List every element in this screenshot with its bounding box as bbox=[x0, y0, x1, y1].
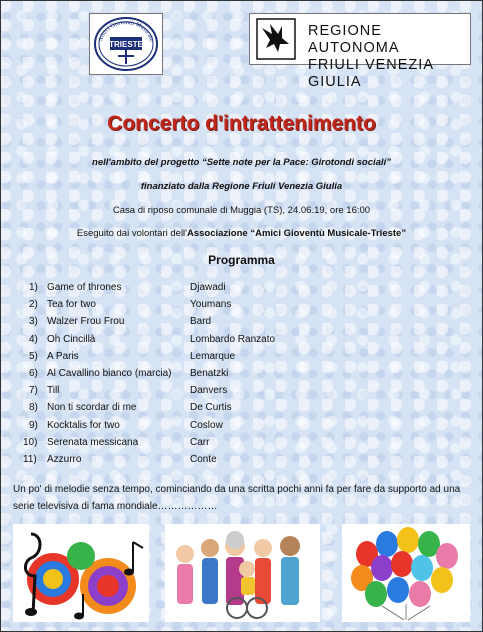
programma-item-composer: Lemarque bbox=[190, 350, 236, 362]
programma-item-title: Kocktalis for two bbox=[47, 419, 120, 431]
programma-item-number: 11) bbox=[23, 454, 37, 465]
programma-item-composer: Danvers bbox=[190, 385, 228, 397]
programma-item-composer: Conte bbox=[190, 454, 217, 465]
closing-paragraph: Un po' di melodie senza tempo, cominciando da una scritta pochi anni fa per fare da supporto ad una serie televisiva di fama mondiale……………… bbox=[13, 484, 461, 512]
programma-item-composer: Bard bbox=[190, 316, 212, 328]
amici-logo-trieste: TRIESTE bbox=[109, 40, 143, 49]
programma-item-number: 5) bbox=[29, 350, 38, 362]
funding-line-text: finanziato dalla Regione Friuli Venezia Giulia bbox=[140, 181, 343, 192]
programma-item-title: Game of thrones bbox=[47, 282, 122, 293]
programma-item-number: 1) bbox=[29, 282, 38, 293]
performers-line-prefix: Eseguito dai volontari dell' bbox=[76, 228, 187, 239]
programma-item-number: 6) bbox=[29, 368, 38, 379]
programma-item-number: 9) bbox=[29, 419, 38, 431]
amici-gioventu-musicale-logo bbox=[89, 13, 163, 75]
programma-item-title: Serenata messicana bbox=[47, 436, 139, 448]
programma-item-number: 4) bbox=[29, 333, 38, 345]
programma-heading: Programma bbox=[208, 253, 275, 267]
programma-item-composer: Lombardo Ranzato bbox=[190, 333, 276, 345]
regione-line-2: FRIULI VENEZIA GIULIA bbox=[308, 57, 434, 90]
programma-item-composer: Coslow bbox=[190, 419, 223, 431]
programma-item-number: 2) bbox=[29, 299, 38, 311]
programma-item-title: Al Cavallino bianco (marcia) bbox=[47, 368, 172, 379]
funding-line bbox=[0, 181, 483, 192]
programma-item-composer: Youmans bbox=[190, 299, 232, 311]
location-line: Casa di riposo comunale di Muggia (TS), 24.06.19, ore 16:00 bbox=[112, 205, 371, 216]
amici-logo-emblem bbox=[90, 14, 162, 74]
project-line bbox=[0, 157, 483, 168]
regione-line-1: REGIONE AUTONOMA bbox=[308, 23, 400, 56]
programma-item-title: Walzer Frou Frou bbox=[47, 316, 125, 328]
programma-item-composer: Carr bbox=[190, 436, 210, 448]
programma-item-number: 3) bbox=[29, 316, 38, 328]
regione-fvg-logo bbox=[249, 13, 471, 90]
eagle-icon bbox=[256, 18, 296, 60]
programma-item-title: Till bbox=[47, 385, 60, 397]
programma-item-title: Azzurro bbox=[47, 454, 82, 465]
programma-item-number: 8) bbox=[29, 402, 38, 414]
performers-line bbox=[0, 228, 483, 239]
programma-item-composer: Djawadi bbox=[190, 282, 226, 293]
balloons-image bbox=[342, 524, 470, 622]
programma-item-title: Non ti scordar di me bbox=[47, 402, 137, 414]
amici-logo-arc-text: Amici Gioventù Musicale bbox=[97, 18, 155, 43]
programma-item-number: 10) bbox=[23, 436, 38, 448]
programma-item-title: Tea for two bbox=[47, 299, 96, 311]
project-line-name: “Sette note per la Pace: Girotondi sociali” bbox=[201, 157, 391, 168]
music-notes-image bbox=[13, 524, 149, 622]
performers-line-assoc: Associazione “Amici Gioventù Musicale-Trieste” bbox=[186, 228, 407, 239]
programma-item-composer: De Curtis bbox=[190, 402, 232, 414]
people-group-image bbox=[165, 524, 320, 622]
programma-item-title: A Paris bbox=[47, 350, 79, 362]
programma-item-title: Oh Cincillà bbox=[47, 333, 96, 345]
programma-item-number: 7) bbox=[29, 385, 38, 397]
programma-item-composer: Benatzki bbox=[190, 368, 229, 379]
page-title: Concerto d'intrattenimento bbox=[107, 112, 376, 135]
project-line-prefix: nell'ambito del progetto bbox=[92, 157, 202, 168]
